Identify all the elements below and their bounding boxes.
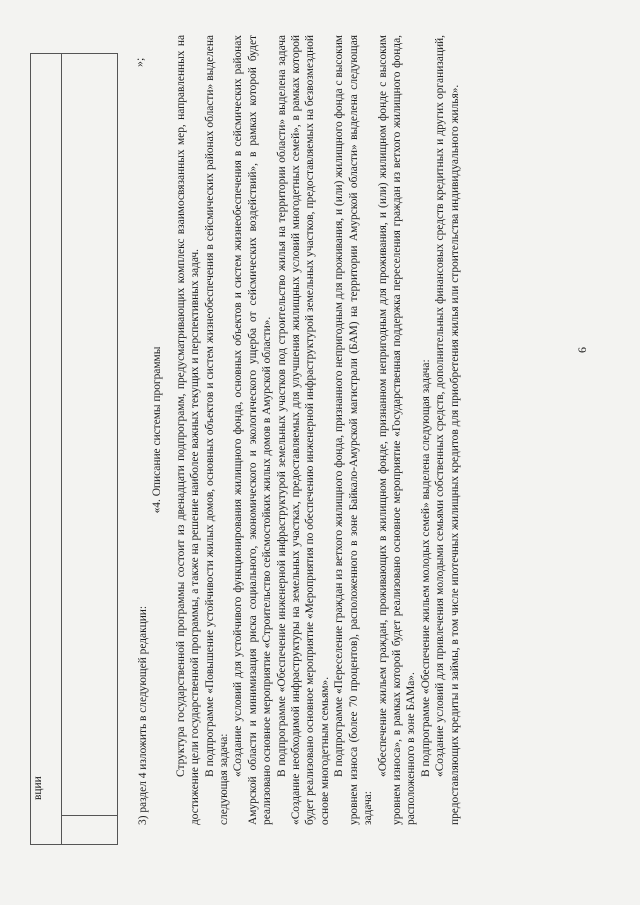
- paragraph: В подпрограмме «Повышение устойчивости жилых домов, основных объектов и систем жизнеобеспечения в сейсмических районах области» выделена следующая задача:: [203, 35, 231, 825]
- paragraph: «Создание условий для устойчивого функционирования жилищного фонда, основных объектов и систем жизнеобеспечения в сейсмических районах Амурской области и минимизация риска социального, экономического и экологического ущерба от сейсмических воздействий», в рамках которой будет реализовано основное мероприятие «Строительство сейсмостойких жилых домов в Амурской области».: [232, 35, 274, 825]
- paragraph: В подпрограмме «Переселение граждан из ветхого жилищного фонда, признанного непригодным для проживания, и (или) жилищного фонда с высоким уровнем износа (более 70 процентов), расположенного в зоне Байкало-Амурской магистрали (БАМ) на территории Амурской области» выделена следующая задача:: [333, 35, 375, 825]
- table-cell-text: вции: [32, 776, 44, 800]
- closing-quote: »;: [132, 57, 146, 67]
- paragraph: «Создание условий для привлечения молодыми семьями собственных средств, дополнительных финансовых средств кредитных и других организаций, предоставляющих кредиты и займы, в том числе ипотечных жилищных кредитов для приобретения жилья или строительства индивидуального жилья».: [434, 35, 461, 825]
- paragraph: «Обеспечение жильем граждан, проживающих в жилищном фонде, признанном непригодным для проживания, и (или) жилищном фонде с высоким уровнем износа», в рамках которой будет реализовано основное мероприятие «Государственная поддержка переселения граждан из ветхого жилищного фонда, расположенного в зоне БАМа».: [376, 35, 418, 825]
- page-number: 6: [575, 347, 589, 353]
- paragraph: В подпрограмме «Обеспечение жильем молодых семей» выделена следующая задача:: [419, 359, 432, 777]
- table-row-divider: [61, 54, 62, 844]
- rotated-content: [20, 15, 620, 885]
- paragraph: 3) раздел 4 изложить в следующей редакции:: [137, 605, 149, 825]
- body-text: [136, 35, 462, 825]
- paragraph: «4. Описание системы программы: [151, 346, 164, 514]
- paragraph: В подпрограмме «Обеспечение инженерной инфраструктурой земельных участков под строительство жилья на территории области» выделена задача «Создание необходимой инфраструктуры на земельных участках, предоставляемых для улучшения жилищных условий многодетных семей», в рамках которой будет реализовано основное мероприятие «Мероприятия по обеспечению инженерной инфраструктурой земельных участков, предоставляемых на безвозмездной основе многодетным семьям».: [275, 35, 331, 825]
- table-fragment: [30, 53, 118, 845]
- paragraph: Структура государственной программы состоит из двенадцати подпрограмм, предусматривающих комплекс взаимосвязанных мер, направленных на достижение цели государственной программы, а также на решение наиболее важных текущих и перспективных задач.: [174, 35, 202, 825]
- table-column-divider: [61, 815, 117, 816]
